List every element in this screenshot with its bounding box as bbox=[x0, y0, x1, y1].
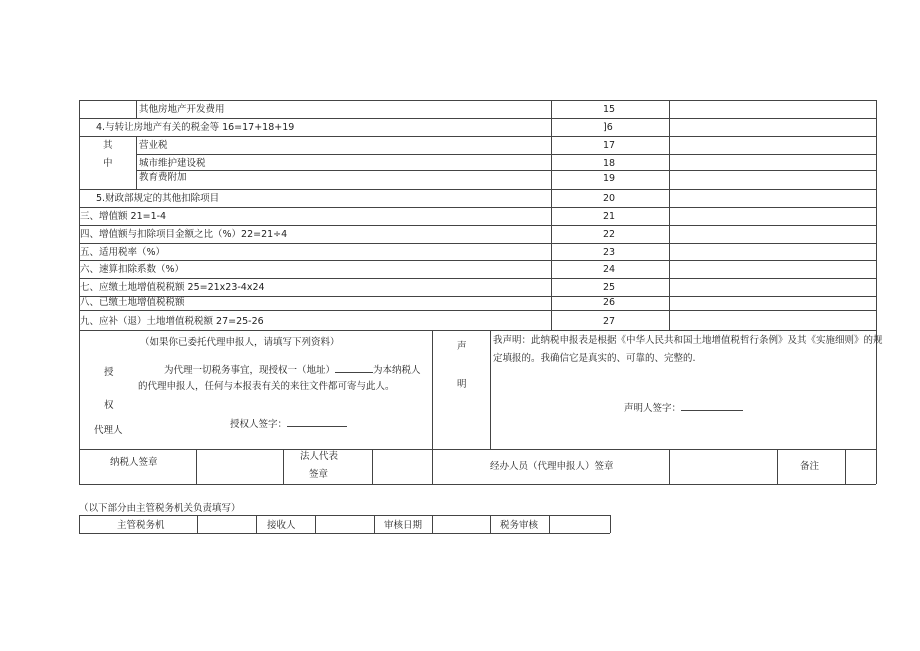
row-num-24: 24 bbox=[603, 264, 616, 275]
office-note: （以下部分由主管税务机关负责填写） bbox=[79, 503, 241, 514]
agent-label-1: 授 bbox=[104, 367, 114, 378]
row-num-26: 26 bbox=[603, 297, 616, 308]
row-num-25: 25 bbox=[603, 282, 616, 293]
tax-review-label: 税务审核 bbox=[500, 520, 539, 531]
handler-seal-label: 经办人员（代理申报人）签章 bbox=[490, 461, 614, 472]
agent-line-2: 的代理申报人，任何与本报表有关的来往文件都可寄与此人。 bbox=[138, 381, 395, 392]
declare-label-1: 声 bbox=[457, 341, 467, 352]
review-date-label: 审核日期 bbox=[384, 520, 423, 531]
row-num-19: 19 bbox=[603, 173, 616, 184]
row-num-22: 22 bbox=[603, 229, 616, 240]
receiver-label: 接收人 bbox=[267, 520, 296, 531]
row-num-21: 21 bbox=[603, 211, 616, 222]
address-blank[interactable] bbox=[335, 364, 373, 373]
declare-label-2: 明 bbox=[457, 379, 467, 390]
agent-line-1 bbox=[164, 364, 421, 376]
row-num-20: 20 bbox=[603, 193, 616, 204]
declare-sign-label: 声明人签字： bbox=[624, 403, 682, 414]
agent-sign-label: 授权人签字： bbox=[230, 419, 288, 430]
declare-sign bbox=[624, 402, 743, 414]
row-num-27: 27 bbox=[603, 316, 616, 327]
row-num-15: 15 bbox=[603, 104, 616, 115]
row-num-17: 17 bbox=[603, 140, 616, 151]
row-label-27: 九、应补（退）土地增值税税额 27=25-26 bbox=[80, 316, 264, 327]
row-label-16: 4.与转让房地产有关的税金等 16=17+18+19 bbox=[96, 122, 295, 133]
agent-label-2: 权 bbox=[104, 400, 114, 411]
declare-sign-blank[interactable] bbox=[681, 402, 743, 411]
authority-label: 主管税务机 bbox=[117, 520, 165, 531]
row-label-23: 五、适用税率（%） bbox=[80, 247, 166, 258]
taxpayer-seal-label: 纳税人签章 bbox=[110, 457, 158, 468]
row-label-15: 其他房地产开发费用 bbox=[139, 104, 225, 115]
row-label-19: 教育费附加 bbox=[139, 172, 187, 183]
row-num-23: 23 bbox=[603, 247, 616, 258]
row-label-17: 营业税 bbox=[139, 140, 168, 151]
qizhong-label-a: 其 bbox=[103, 140, 113, 151]
row-label-18: 城市维护建设税 bbox=[139, 158, 206, 169]
row-label-25: 七、应缴土地增值税税额 25=21x23-4x24 bbox=[80, 282, 265, 293]
agent-sign-blank[interactable] bbox=[287, 418, 347, 427]
agent-label-3: 代理人 bbox=[94, 425, 123, 436]
qizhong-label-b: 中 bbox=[103, 158, 113, 169]
row-label-20: 5.财政部规定的其他扣除项目 bbox=[96, 193, 220, 204]
legal-rep-label-1: 法人代表 bbox=[300, 451, 339, 462]
remark-label: 备注 bbox=[800, 461, 820, 472]
row-label-24: 六、速算扣除系数（%） bbox=[80, 264, 185, 275]
agent-line-1b: 为本纳税人 bbox=[373, 365, 421, 376]
row-label-21: 三、增值额 21=1-4 bbox=[80, 211, 167, 222]
agent-line-1a: 为代理一切税务事宜，现授权一（地址） bbox=[164, 365, 336, 376]
row-label-26: 八、已缴土地增值税税额 bbox=[80, 297, 185, 308]
agent-sign bbox=[230, 418, 347, 430]
legal-rep-label-2: 签章 bbox=[309, 469, 329, 480]
row-label-22: 四、增值额与扣除项目金额之比（%）22=21÷4 bbox=[80, 229, 288, 240]
declare-line-2: 定填报的。我确信它是真实的、可靠的、完整的. bbox=[493, 353, 696, 364]
row-num-18: 18 bbox=[603, 158, 616, 169]
row-num-16: ]6 bbox=[603, 122, 613, 133]
declare-line-1: 我声明：此纳税申报表是根据《中华人民共和国土地增值税哲行条例》及其《实施细则》的规 bbox=[493, 335, 883, 346]
agent-note: （如果你已委托代理申报人，请填写下列资料） bbox=[140, 337, 340, 348]
